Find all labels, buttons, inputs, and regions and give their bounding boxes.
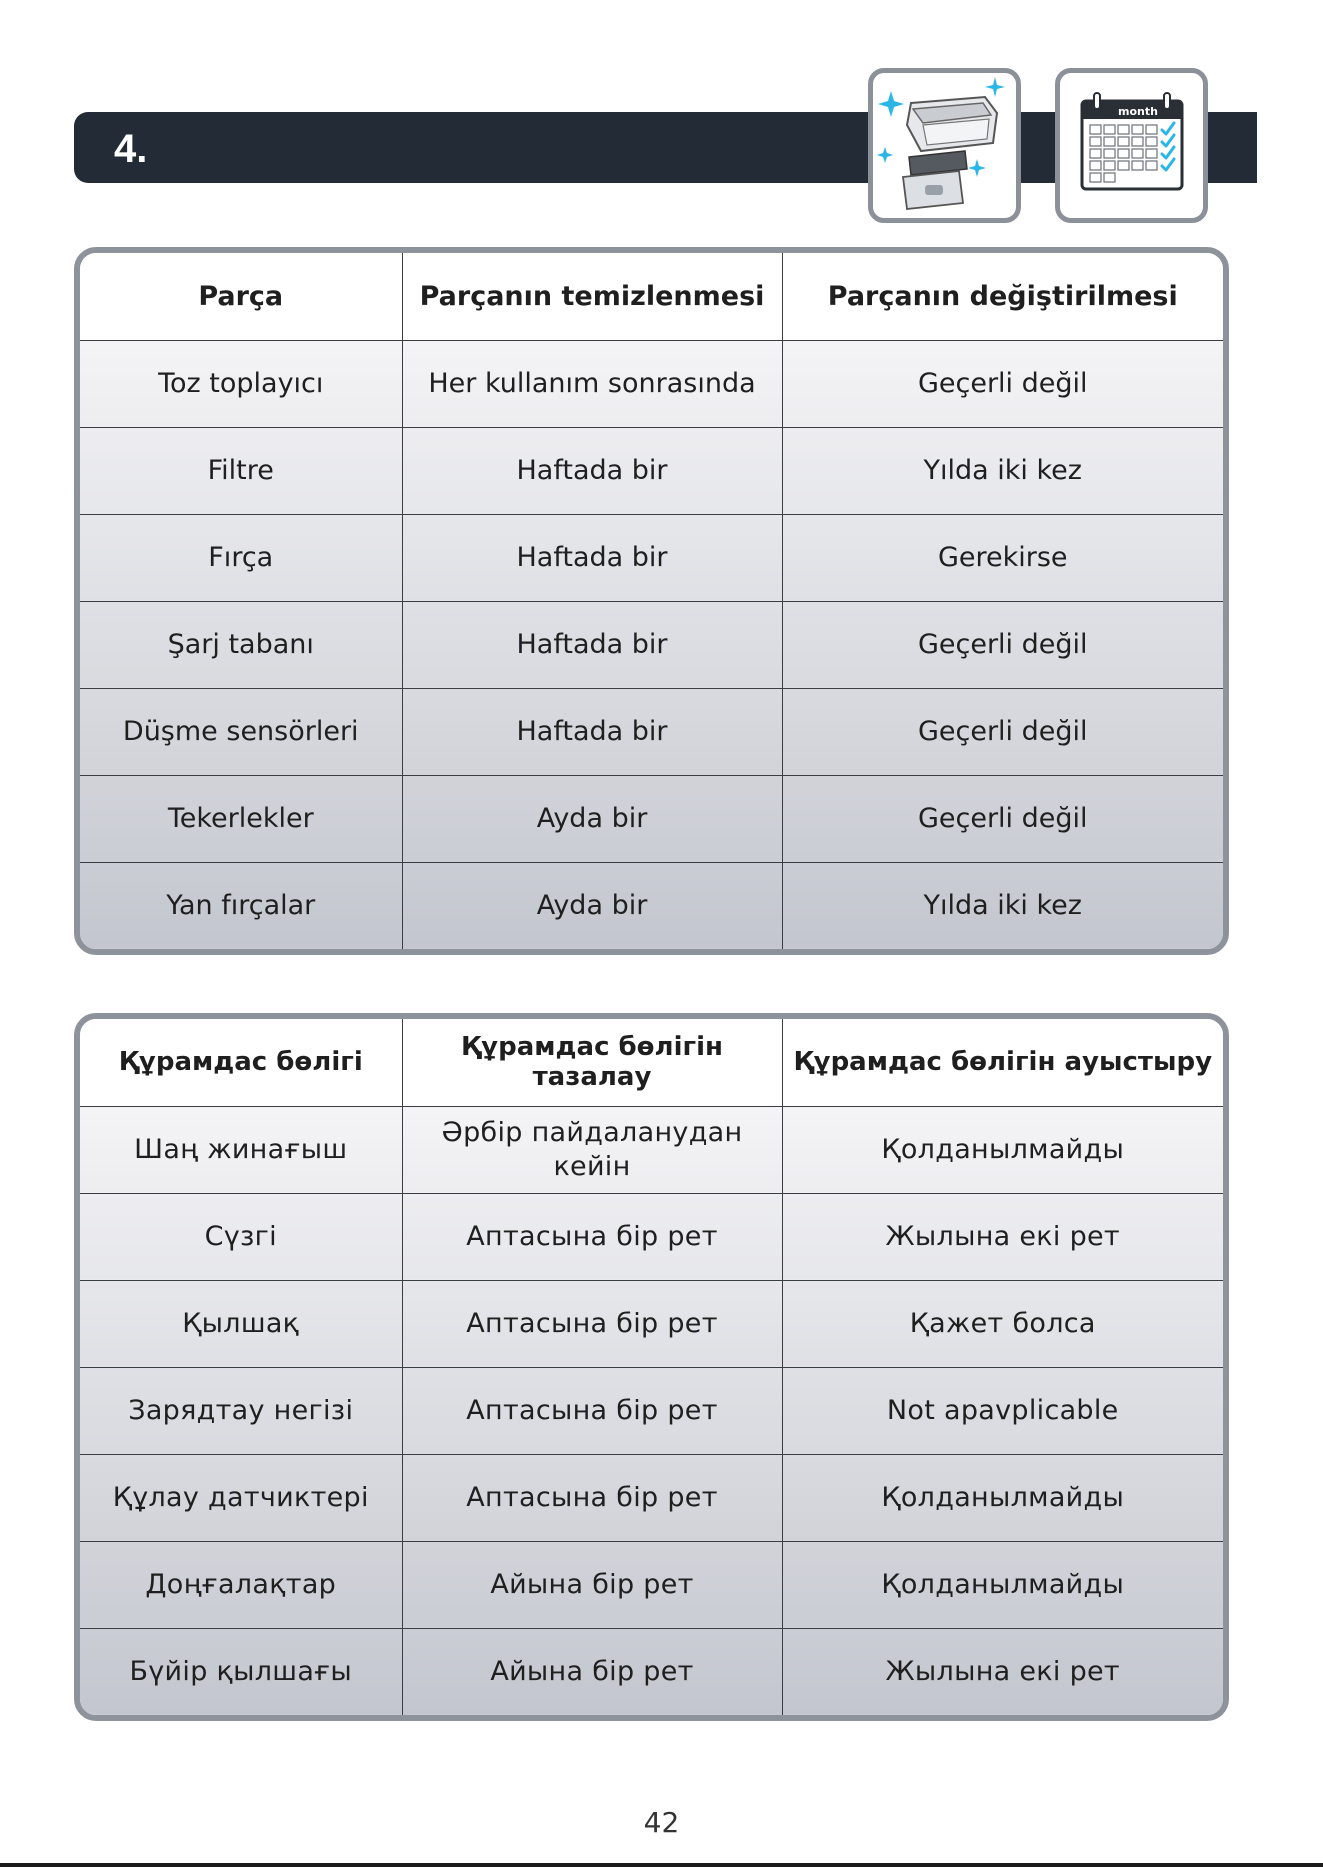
table-cell: Düşme sensörleri <box>80 688 402 775</box>
table-cell: Geçerli değil <box>782 340 1223 427</box>
column-header: Құрамдас бөлігін тазалау <box>402 1019 782 1106</box>
table-header-row <box>80 1019 1223 1106</box>
section-number: 4. <box>114 127 148 171</box>
table-row <box>80 688 1223 775</box>
table-cell: Зарядтау негізі <box>80 1367 402 1454</box>
table-row <box>80 1628 1223 1715</box>
table-cell: Geçerli değil <box>782 601 1223 688</box>
table-row <box>80 1106 1223 1193</box>
table-cell: Haftada bir <box>402 514 782 601</box>
table-cell: Yan fırçalar <box>80 862 402 949</box>
table-cell: Қолданылмайды <box>782 1106 1223 1193</box>
bottom-rule <box>0 1863 1323 1867</box>
table-cell: Айына бір рет <box>402 1541 782 1628</box>
table-cell: Аптасына бір рет <box>402 1454 782 1541</box>
table-cell: Geçerli değil <box>782 688 1223 775</box>
table-row <box>80 1454 1223 1541</box>
table-row <box>80 1541 1223 1628</box>
table-cell: Қажет болса <box>782 1280 1223 1367</box>
table-cell: Әрбір пайдаланудан кейін <box>402 1106 782 1193</box>
calendar-month-label: month <box>1118 105 1158 118</box>
table-cell: Қылшақ <box>80 1280 402 1367</box>
table-cell: Қолданылмайды <box>782 1541 1223 1628</box>
table-cell: Айына бір рет <box>402 1628 782 1715</box>
table-cell: Доңғалақтар <box>80 1541 402 1628</box>
table-cell: Аптасына бір рет <box>402 1193 782 1280</box>
column-header: Құрамдас бөлігі <box>80 1019 402 1106</box>
table-cell: Құлау датчиктері <box>80 1454 402 1541</box>
table-row <box>80 1367 1223 1454</box>
table-cell: Жылына екі рет <box>782 1628 1223 1715</box>
table-cell: Шаң жинағыш <box>80 1106 402 1193</box>
table-cell: Şarj tabanı <box>80 601 402 688</box>
table-cell: Аптасына бір рет <box>402 1367 782 1454</box>
table-cell: Not apavplicable <box>782 1367 1223 1454</box>
table-cell: Аптасына бір рет <box>402 1280 782 1367</box>
table-cell: Haftada bir <box>402 688 782 775</box>
page-number: 42 <box>643 1806 680 1839</box>
table-cell: Tekerlekler <box>80 775 402 862</box>
table-cell: Haftada bir <box>402 427 782 514</box>
table-cell: Yılda iki kez <box>782 862 1223 949</box>
table-cell: Toz toplayıcı <box>80 340 402 427</box>
table-cell: Yılda iki kez <box>782 427 1223 514</box>
column-header: Құрамдас бөлігін ауыстыру <box>782 1019 1223 1106</box>
table-row <box>80 1193 1223 1280</box>
table-header-row <box>80 253 1223 340</box>
table-cell: Бүйір қылшағы <box>80 1628 402 1715</box>
column-header: Parçanın temizlenmesi <box>402 253 782 340</box>
table-cell: Қолданылмайды <box>782 1454 1223 1541</box>
table-row <box>80 1280 1223 1367</box>
table-row <box>80 340 1223 427</box>
column-header: Parçanın değiştirilmesi <box>782 253 1223 340</box>
table-row <box>80 775 1223 862</box>
table-cell: Сүзгі <box>80 1193 402 1280</box>
month-calendar-icon <box>1055 68 1208 223</box>
table-cell: Her kullanım sonrasında <box>402 340 782 427</box>
dustbin-sparkle-icon <box>868 68 1021 223</box>
maintenance-table-turkish <box>74 247 1229 955</box>
maintenance-table-kazakh <box>74 1013 1229 1721</box>
table-cell: Ayda bir <box>402 775 782 862</box>
table-cell: Geçerli değil <box>782 775 1223 862</box>
table-row <box>80 427 1223 514</box>
table-row <box>80 514 1223 601</box>
table-cell: Filtre <box>80 427 402 514</box>
table-row <box>80 601 1223 688</box>
table-cell: Fırça <box>80 514 402 601</box>
table-cell: Жылына екі рет <box>782 1193 1223 1280</box>
table-row <box>80 862 1223 949</box>
table-cell: Haftada bir <box>402 601 782 688</box>
column-header: Parça <box>80 253 402 340</box>
table-cell: Ayda bir <box>402 862 782 949</box>
table-cell: Gerekirse <box>782 514 1223 601</box>
